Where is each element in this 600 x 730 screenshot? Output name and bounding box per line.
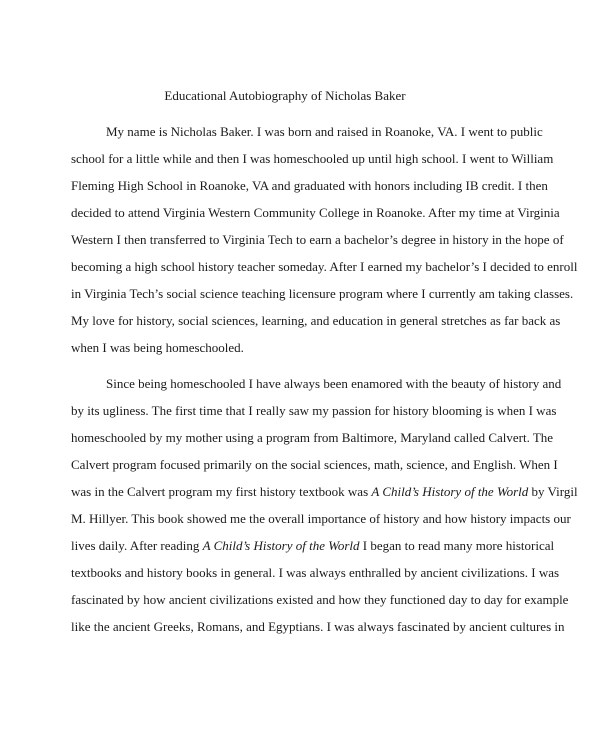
- line-text: was in the Calvert program my first history textbook was: [71, 484, 372, 499]
- paragraph-2-line: [71, 537, 554, 555]
- paragraph-2-line: fascinated by how ancient civilizations existed and how they functioned day to day for example: [71, 592, 569, 607]
- paragraph-2-line: like the ancient Greeks, Romans, and Egyptians. I was always fascinated by ancient cultures in: [71, 619, 565, 634]
- paragraph-1-line: Western I then transferred to Virginia Tech to earn a bachelor’s degree in history in the hope of: [71, 232, 564, 247]
- line-text: I began to read many more historical: [359, 538, 555, 553]
- paragraph-1-line: when I was being homeschooled.: [71, 340, 244, 355]
- line-text: by Virgil: [528, 484, 578, 499]
- paragraph-1-line: My love for history, social sciences, learning, and education in general stretches as far back as: [71, 313, 561, 328]
- book-title: A Child’s History of the World: [202, 538, 360, 553]
- paragraph-1-line: becoming a high school history teacher someday. After I earned my bachelor’s I decided to enroll: [71, 259, 578, 274]
- paragraph-2-line: textbooks and history books in general. I was always enthralled by ancient civilizations. I was: [71, 565, 560, 580]
- paragraph-1-line: school for a little while and then I was homeschooled up until high school. I went to William: [71, 151, 554, 166]
- paragraph-2-line: Calvert program focused primarily on the social sciences, math, science, and English. When I: [71, 457, 558, 472]
- line-text: lives daily. After reading: [71, 538, 203, 553]
- paragraph-1-line: decided to attend Virginia Western Community College in Roanoke. After my time at Virginia: [71, 205, 560, 220]
- paragraph-1-line: Fleming High School in Roanoke, VA and graduated with honors including IB credit. I then: [71, 178, 548, 193]
- book-title: A Child’s History of the World: [371, 484, 529, 499]
- paragraph-2-line: Since being homeschooled I have always been enamored with the beauty of history and: [106, 376, 562, 391]
- paragraph-1-line: My name is Nicholas Baker. I was born and raised in Roanoke, VA. I went to public: [106, 124, 543, 139]
- paragraph-2-line: [71, 483, 578, 501]
- paragraph-2-line: M. Hillyer. This book showed me the overall importance of history and how history impacts our: [71, 511, 571, 526]
- paragraph-2-line: by its ugliness. The first time that I really saw my passion for history blooming is when I was: [71, 403, 557, 418]
- document-title: Educational Autobiography of Nicholas Baker: [164, 88, 406, 103]
- paragraph-1-line: in Virginia Tech’s social science teaching licensure program where I currently am taking classes.: [71, 286, 574, 301]
- paragraph-2-line: homeschooled by my mother using a program from Baltimore, Maryland called Calvert. The: [71, 430, 554, 445]
